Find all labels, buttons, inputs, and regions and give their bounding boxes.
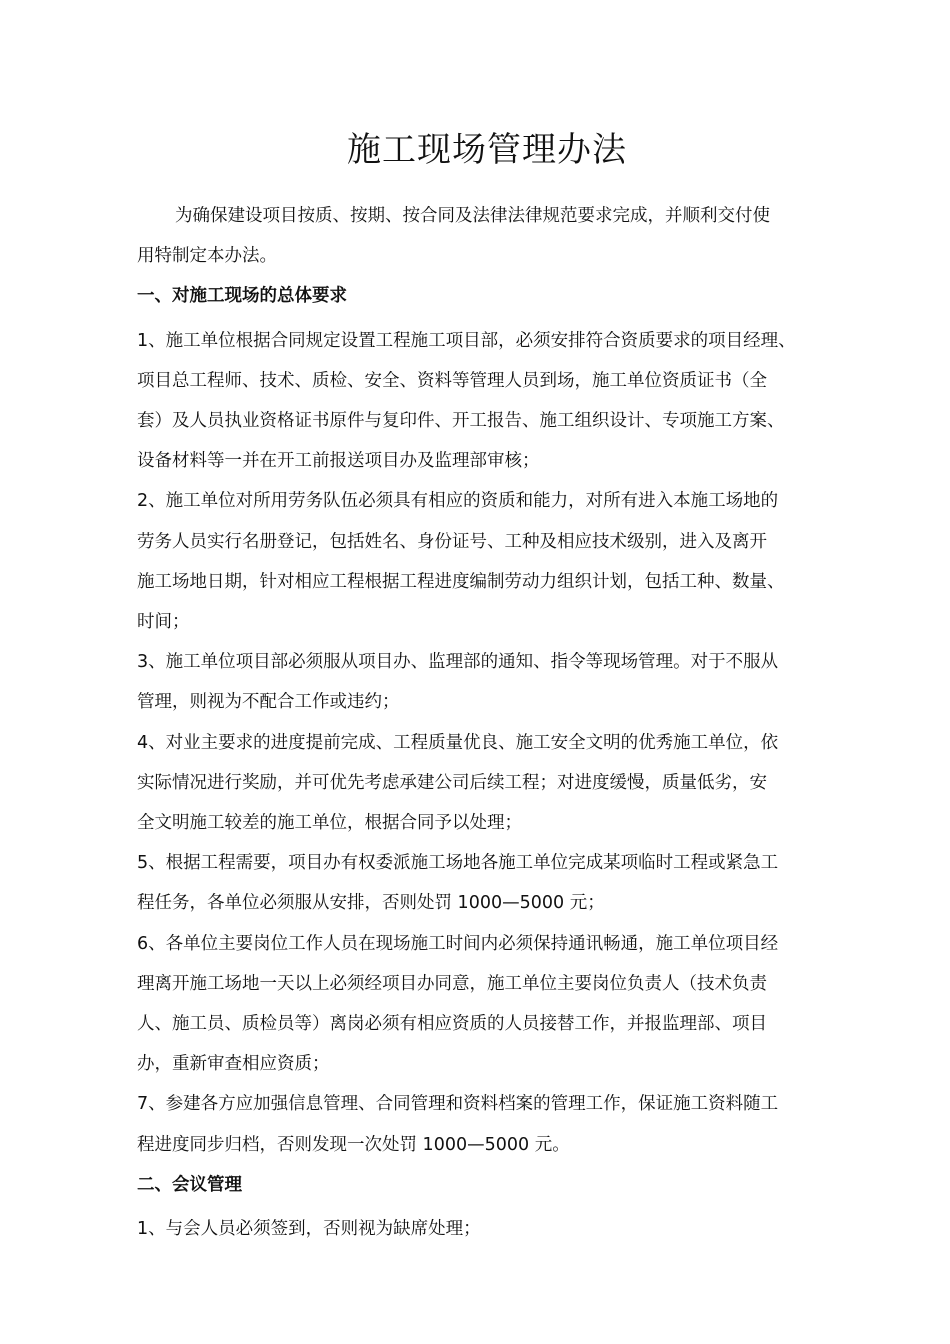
clause-line: 时间； xyxy=(137,612,190,633)
intro-line: 用特制定本办法。 xyxy=(137,246,277,267)
clause-line: 2、施工单位对所用劳务队伍必须具有相应的资质和能力，对所有进入本施工场地的 xyxy=(137,491,779,512)
clause-line: 3、施工单位项目部必须服从项目办、监理部的通知、指令等现场管理。对于不服从 xyxy=(137,652,779,673)
clause-line: 劳务人员实行名册登记，包括姓名、身份证号、工种及相应技术级别，进入及离开 xyxy=(137,531,767,552)
section-heading: 一、对施工现场的总体要求 xyxy=(137,286,347,307)
clause-line: 办，重新审查相应资质； xyxy=(137,1054,330,1075)
clause-line: 实际情况进行奖励，并可优先考虑承建公司后续工程；对进度缓慢，质量低劣，安 xyxy=(137,772,767,793)
clause-line: 1、与会人员必须签到，否则视为缺席处理； xyxy=(137,1219,481,1240)
clause-line: 项目总工程师、技术、质检、安全、资料等管理人员到场，施工单位资质证书（全 xyxy=(137,370,767,391)
section-heading: 二、会议管理 xyxy=(137,1174,242,1195)
clause-1-5 xyxy=(137,843,837,923)
clause-line: 程进度同步归档，否则发现一次处罚 1000—5000 元。 xyxy=(137,1134,570,1155)
clause-1-2 xyxy=(137,481,837,642)
clause-line: 5、根据工程需要，项目办有权委派施工场地各施工单位完成某项临时工程或紧急工 xyxy=(137,853,779,874)
clause-line: 管理，则视为不配合工作或违约； xyxy=(137,692,400,713)
clause-line: 设备材料等一并在开工前报送项目办及监理部审核； xyxy=(137,451,540,472)
clause-line: 6、各单位主要岗位工作人员在现场施工时间内必须保持通讯畅通，施工单位项目经 xyxy=(137,933,779,954)
clause-1-4 xyxy=(137,723,837,844)
clause-line: 全文明施工较差的施工单位，根据合同予以处理； xyxy=(137,813,522,834)
document-title: 施工现场管理办法 xyxy=(347,130,627,170)
clause-line: 7、参建各方应加强信息管理、合同管理和资料档案的管理工作，保证施工资料随工 xyxy=(137,1094,779,1115)
clause-1-6 xyxy=(137,924,837,1085)
clause-line: 理离开施工场地一天以上必须经项目办同意，施工单位主要岗位负责人（技术负责 xyxy=(137,973,767,994)
intro-line: 为确保建设项目按质、按期、按合同及法律法律规范要求完成，并顺利交付使 xyxy=(175,206,770,226)
clause-1-1 xyxy=(137,321,837,482)
clause-line: 套）及人员执业资格证书原件与复印件、开工报告、施工组织设计、专项施工方案、 xyxy=(137,411,785,432)
document-body xyxy=(137,196,837,1249)
section-2 xyxy=(137,1165,837,1249)
clause-1-3 xyxy=(137,642,837,722)
clause-1-7 xyxy=(137,1084,837,1164)
clause-line: 1、施工单位根据合同规定设置工程施工项目部，必须安排符合资质要求的项目经理、 xyxy=(137,330,796,351)
clause-line: 程任务，各单位必须服从安排，否则处罚 1000—5000 元； xyxy=(137,893,605,914)
clause-line: 4、对业主要求的进度提前完成、工程质量优良、施工安全文明的优秀施工单位，依 xyxy=(137,732,779,753)
clause-line: 人、施工员、质检员等）离岗必须有相应资质的人员接替工作，并报监理部、项目 xyxy=(137,1014,767,1035)
clause-line: 施工场地日期，针对相应工程根据工程进度编制劳动力组织计划，包括工种、数量、 xyxy=(137,571,785,592)
intro-paragraph xyxy=(137,196,837,276)
section-1 xyxy=(137,276,837,1164)
clause-2-1 xyxy=(137,1209,837,1249)
